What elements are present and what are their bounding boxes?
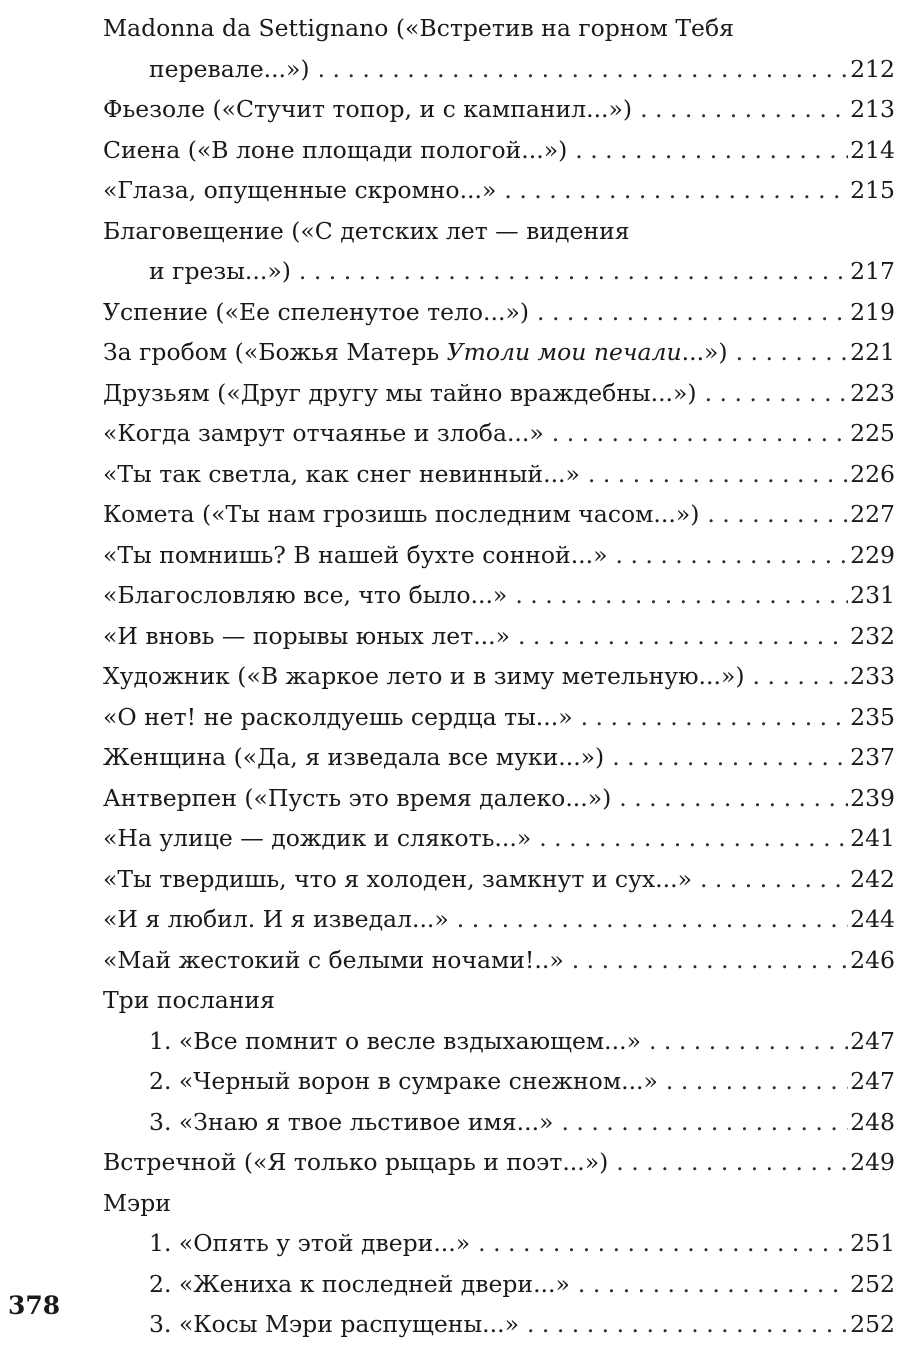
dot-leader — [552, 413, 848, 454]
toc-entry-title: Madonna da Settignano («Встретив на горном Тебя — [103, 14, 734, 42]
toc-page-number: 232 — [850, 621, 895, 650]
toc-page-number: 239 — [850, 783, 895, 812]
table-of-contents — [103, 8, 895, 1345]
dot-leader — [478, 1223, 848, 1264]
toc-page-number: 252 — [850, 1310, 895, 1338]
toc-entry — [103, 494, 895, 535]
toc-page-number: 233 — [850, 662, 895, 690]
dot-leader — [457, 899, 848, 940]
toc-page-number: 241 — [850, 824, 895, 852]
dot-leader — [705, 373, 849, 414]
toc-page-number: 215 — [850, 176, 895, 204]
toc-sub-entry — [103, 1264, 895, 1305]
toc-page-number: 237 — [850, 743, 895, 771]
toc-page-number: 212 — [850, 54, 895, 83]
toc-entry-title: 1. «Все помнит о весле вздыхающем...» — [149, 1026, 641, 1055]
toc-entry-title: 3. «Косы Мэри распущены...» — [149, 1310, 519, 1338]
toc-entry — [103, 778, 895, 819]
dot-leader — [537, 292, 848, 333]
toc-page-number: 226 — [850, 459, 895, 488]
toc-entry — [103, 373, 895, 414]
toc-entry — [103, 575, 895, 616]
toc-page-number: 225 — [850, 419, 895, 447]
toc-entry-title: Сиена («В лоне площади пологой...») — [103, 135, 568, 164]
toc-group-heading — [103, 980, 895, 1021]
toc-page-number: 223 — [850, 378, 895, 407]
toc-entry-title: «Ты помнишь? В нашей бухте сонной...» — [103, 540, 608, 569]
page-number: 378 — [8, 1291, 61, 1320]
toc-page-number: 247 — [850, 1026, 895, 1055]
toc-page-number: 249 — [850, 1148, 895, 1176]
dot-leader — [588, 454, 848, 495]
toc-page-number: 235 — [850, 702, 895, 731]
toc-page-number: 244 — [850, 905, 895, 933]
toc-entry-line — [103, 211, 895, 252]
dot-leader — [612, 737, 848, 778]
toc-entry-title: Успение («Ее спеленутое тело...») — [103, 297, 530, 326]
dot-leader — [578, 1264, 848, 1305]
toc-sub-entry — [103, 1304, 895, 1345]
toc-entry — [103, 616, 895, 657]
toc-entry — [103, 697, 895, 738]
toc-entry — [103, 656, 895, 697]
toc-entry — [103, 332, 895, 373]
toc-entry-title-continued: перевале...») — [149, 54, 310, 83]
toc-entry-title: «Глаза, опущенные скромно...» — [103, 176, 497, 204]
dot-leader — [616, 535, 849, 576]
toc-entry — [103, 292, 895, 333]
toc-entry-title: Благовещение («С детских лет — видения — [103, 216, 630, 245]
toc-entry-title: Друзьям («Друг другу мы тайно враждебны...») — [103, 378, 697, 407]
toc-sub-entry — [103, 1061, 895, 1102]
toc-entry — [103, 535, 895, 576]
toc-entry — [103, 251, 895, 292]
dot-leader — [666, 1061, 848, 1102]
toc-entry — [103, 130, 895, 171]
title-text: ...») — [681, 338, 728, 366]
dot-leader — [527, 1304, 848, 1345]
dot-leader — [299, 251, 848, 292]
toc-entry-title: Фьезоле («Стучит топор, и с кампанил...») — [103, 95, 633, 123]
dot-leader — [736, 332, 849, 373]
dot-leader — [649, 1021, 848, 1062]
toc-entry-title: Антверпен («Пусть это время далеко...») — [103, 783, 612, 812]
toc-entry-title: «Май жестокий с белыми ночами!..» — [103, 945, 564, 974]
dot-leader — [753, 656, 849, 697]
dot-leader — [504, 170, 848, 211]
title-text: За гробом («Божья Матерь — [103, 338, 447, 366]
dot-leader — [318, 49, 849, 90]
toc-sub-entry — [103, 1102, 895, 1143]
toc-entry-title: 1. «Опять у этой двери...» — [149, 1229, 471, 1257]
toc-entry-title: «И я любил. И я изведал...» — [103, 905, 449, 933]
toc-group-title: Три послания — [103, 986, 275, 1014]
toc-entry — [103, 899, 895, 940]
toc-page-number: 229 — [850, 540, 895, 569]
dot-leader — [700, 859, 848, 900]
toc-entry-title: Встречной («Я только рыцарь и поэт...») — [103, 1148, 609, 1176]
toc-entry-title: Женщина («Да, я изведала все муки...») — [103, 743, 605, 771]
toc-entry — [103, 737, 895, 778]
dot-leader — [707, 494, 848, 535]
toc-group-title: Мэри — [103, 1188, 171, 1217]
toc-page-number: 214 — [850, 135, 895, 164]
toc-page-number: 227 — [850, 500, 895, 528]
dot-leader — [616, 1142, 848, 1183]
toc-entry-title: «О нет! не расколдуешь сердца ты...» — [103, 702, 573, 731]
toc-entry-title: «И вновь — порывы юных лет...» — [103, 621, 510, 650]
toc-page-number: 219 — [850, 297, 895, 326]
toc-entry-title: «Благословляю все, что было...» — [103, 581, 508, 609]
dot-leader — [575, 130, 848, 171]
toc-page-number: 231 — [850, 581, 895, 609]
dot-leader — [539, 818, 848, 859]
toc-entry — [103, 454, 895, 495]
toc-entry-title: 3. «Знаю я твое льстивое имя...» — [149, 1107, 554, 1136]
toc-entry — [103, 1142, 895, 1183]
toc-entry — [103, 859, 895, 900]
toc-group-heading — [103, 1183, 895, 1224]
dot-leader — [572, 940, 848, 981]
toc-entry — [103, 170, 895, 211]
toc-page-number: 217 — [850, 257, 895, 285]
toc-page-number: 251 — [850, 1229, 895, 1257]
dot-leader — [515, 575, 848, 616]
dot-leader — [581, 697, 849, 738]
dot-leader — [518, 616, 848, 657]
toc-entry-title — [103, 332, 728, 373]
toc-sub-entry — [103, 1223, 895, 1264]
toc-page-number: 247 — [850, 1067, 895, 1095]
toc-entry-title: «На улице — дождик и слякоть...» — [103, 824, 532, 852]
toc-sub-entry — [103, 1021, 895, 1062]
toc-entry — [103, 940, 895, 981]
toc-entry — [103, 49, 895, 90]
dot-leader — [561, 1102, 848, 1143]
toc-page-number: 248 — [850, 1107, 895, 1136]
toc-entry-title: «Ты твердишь, что я холоден, замкнут и сух...» — [103, 864, 692, 893]
toc-page-number: 246 — [850, 945, 895, 974]
toc-page-number: 213 — [850, 95, 895, 123]
toc-entry-title: «Ты так светла, как снег невинный...» — [103, 459, 580, 488]
toc-entry-title: «Когда замрут отчаянье и злоба...» — [103, 419, 544, 447]
toc-entry — [103, 89, 895, 130]
dot-leader — [640, 89, 848, 130]
toc-entry-title: 2. «Жениха к последней двери...» — [149, 1269, 570, 1298]
toc-entry — [103, 818, 895, 859]
toc-entry-title: 2. «Черный ворон в сумраке снежном...» — [149, 1067, 658, 1095]
toc-entry-title: Комета («Ты нам грозишь последним часом...») — [103, 500, 700, 528]
toc-entry-line — [103, 8, 895, 49]
toc-page-number: 242 — [850, 864, 895, 893]
toc-entry — [103, 413, 895, 454]
toc-entry-title: Художник («В жаркое лето и в зиму метельную...») — [103, 662, 745, 690]
toc-page-number: 252 — [850, 1269, 895, 1298]
dot-leader — [619, 778, 848, 819]
toc-entry-title-continued: и грезы...») — [149, 257, 291, 285]
title-italic-text: Утоли мои печали — [446, 338, 682, 366]
toc-page-number: 221 — [850, 338, 895, 366]
